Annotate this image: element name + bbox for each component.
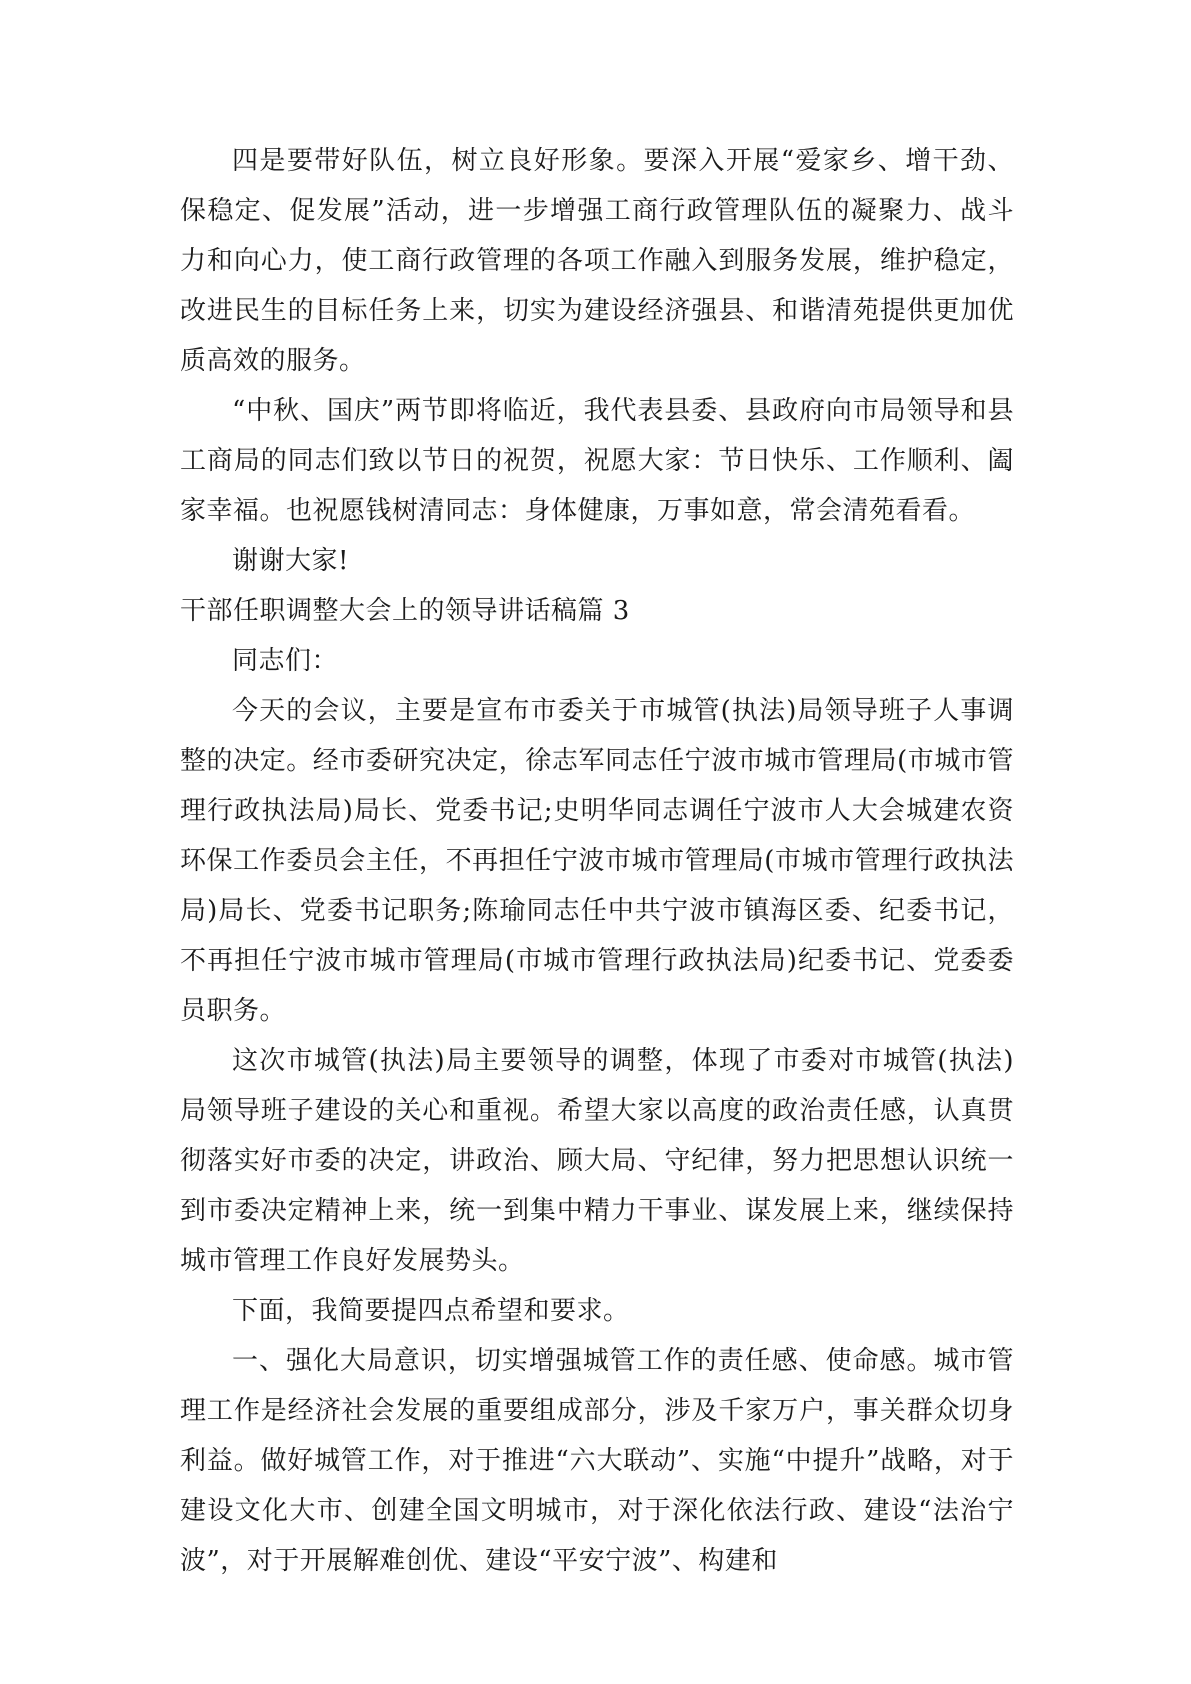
document-body (180, 136, 1014, 1586)
paragraph-meeting-purpose: 今天的会议，主要是宣布市委关于市城管(执法)局领导班子人事调整的决定。经市委研究决定，徐志军同志任宁波市城市管理局(市城市管理行政执法局)局长、党委书记;史明华同志调任宁波市人大会城建农资环保工作委员会主任，不再担任宁波市城市管理局(市城市管理行政执法局)局长、党委书记职务;陈瑜同志任中共宁波市镇海区委、纪委书记，不再担任宁波市城市管理局(市城市管理行政执法局)纪委书记、党委委员职务。 (180, 696, 1014, 1026)
paragraph-thanks: 谢谢大家! (232, 546, 349, 576)
paragraph-point-one: 一、强化大局意识，切实增强城管工作的责任感、使命感。城市管理工作是经济社会发展的重要组成部分，涉及千家万户，事关群众切身利益。做好城管工作，对于推进“六大联动”、实施“中提升”战略，对于建设文化大市、创建全国文明城市，对于深化依法行政、建设“法治宁波”，对于开展解难创优、建设“平安宁波”、构建和 (180, 1346, 1014, 1576)
paragraph-team-building: 四是要带好队伍，树立良好形象。要深入开展“爱家乡、增干劲、保稳定、促发展”活动，进一步增强工商行政管理队伍的凝聚力、战斗力和向心力，使工商行政管理的各项工作融入到服务发展，维护稳定，改进民生的目标任务上来，切实为建设经济强县、和谐清苑提供更加优质高效的服务。 (180, 146, 1014, 376)
paragraph-holiday-greetings: “中秋、国庆”两节即将临近，我代表县委、县政府向市局领导和县工商局的同志们致以节日的祝贺，祝愿大家：节日快乐、工作顺利、阖家幸福。也祝愿钱树清同志：身体健康，万事如意，常会清苑看看。 (180, 396, 1014, 526)
paragraph-four-requirements: 下面，我简要提四点希望和要求。 (232, 1296, 630, 1326)
section-heading: 干部任职调整大会上的领导讲话稿篇 3 (180, 596, 630, 626)
paragraph-adjustment-significance: 这次市城管(执法)局主要领导的调整，体现了市委对市城管(执法)局领导班子建设的关心和重视。希望大家以高度的政治责任感，认真贯彻落实好市委的决定，讲政治、顾大局、守纪律，努力把思想认识统一到市委决定精神上来，统一到集中精力干事业、谋发展上来，继续保持城市管理工作良好发展势头。 (180, 1046, 1014, 1276)
paragraph-salutation: 同志们： (232, 646, 339, 676)
